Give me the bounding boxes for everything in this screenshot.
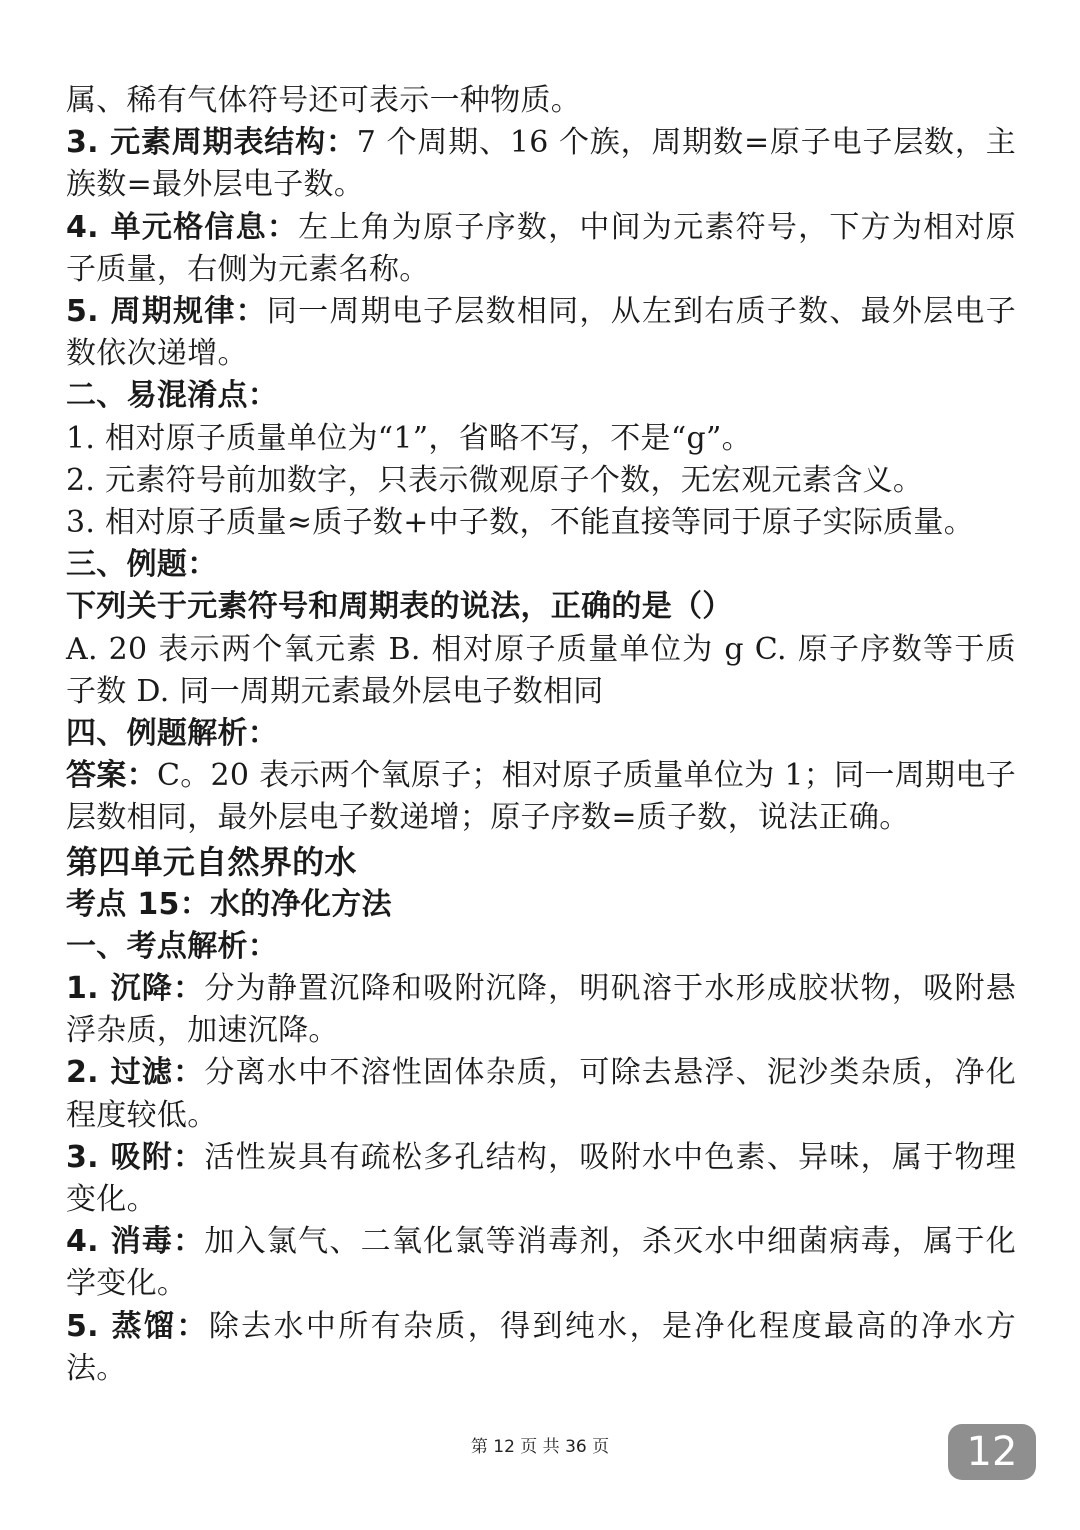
example-options: A. 20 表示两个氧元素 B. 相对原子质量单位为 g C. 原子序数等于质子数 D. 同一周期元素最外层电子数相同 xyxy=(66,631,1016,709)
method-disinfection xyxy=(66,1221,1016,1305)
method-text: 除去水中所有杂质，得到纯水，是净化程度最高的净水方法。 xyxy=(66,1308,1017,1386)
method-label: 3. 吸附： xyxy=(66,1139,205,1175)
document-body xyxy=(66,80,1016,1390)
method-filtration xyxy=(66,1052,1016,1136)
point-cell-info xyxy=(66,207,1016,291)
confusion-item-1: 1. 相对原子质量单位为“1”，省略不写，不是“g”。 xyxy=(66,420,752,456)
heading-example-analysis: 四、例题解析： xyxy=(66,716,279,752)
example-answer xyxy=(66,755,1016,839)
method-text: 分离水中不溶性固体杂质，可除去悬浮、泥沙类杂质，净化程度较低。 xyxy=(66,1055,1016,1133)
answer-label: 答案： xyxy=(66,758,157,794)
unit-title: 第四单元自然界的水 xyxy=(66,842,357,881)
point-text: 同一周期电子层数相同，从左到右质子数、最外层电子数依次递增。 xyxy=(66,294,1016,372)
point-label: 5. 周期规律： xyxy=(66,294,267,330)
method-text: 分为静置沉降和吸附沉降，明矾溶于水形成胶状物，吸附悬浮杂质，加速沉降。 xyxy=(66,971,1016,1049)
confusion-item-3: 3. 相对原子质量≈质子数+中子数，不能直接等同于原子实际质量。 xyxy=(66,505,975,541)
page-number-badge: 12 xyxy=(948,1424,1036,1480)
method-distillation xyxy=(66,1306,1016,1390)
paragraph-continued: 属、稀有气体符号还可表示一种物质。 xyxy=(66,83,582,118)
method-label: 1. 沉降： xyxy=(66,971,205,1007)
confusion-item-2: 2. 元素符号前加数字，只表示微观原子个数，无宏观元素含义。 xyxy=(66,462,924,498)
point-text: 左上角为原子序数，中间为元素符号，下方为相对原子质量，右侧为元素名称。 xyxy=(66,209,1017,287)
heading-example: 三、例题： xyxy=(66,547,218,583)
point-period-rule xyxy=(66,291,1016,375)
heading-confusion-points: 二、易混淆点： xyxy=(66,378,279,414)
method-adsorption xyxy=(66,1137,1016,1221)
topic-title: 考点 15：水的净化方法 xyxy=(66,886,392,922)
method-text: 活性炭具有疏松多孔结构，吸附水中色素、异味，属于物理变化。 xyxy=(66,1139,1016,1218)
heading-topic-analysis: 一、考点解析： xyxy=(66,928,279,964)
method-label: 2. 过滤： xyxy=(66,1055,205,1091)
example-question: 下列关于元素符号和周期表的说法，正确的是（） xyxy=(66,589,733,625)
method-label: 4. 消毒： xyxy=(66,1224,205,1260)
answer-text: C。20 表示两个氧原子；相对原子质量单位为 1；同一周期电子层数相同，最外层电子数递增；原子序数=质子数，说法正确。 xyxy=(66,758,1016,836)
point-label: 4. 单元格信息： xyxy=(66,209,299,245)
page-footer: 第 12 页 共 36 页 xyxy=(470,1437,610,1457)
point-table-structure xyxy=(66,122,1016,206)
method-label: 5. 蒸馏： xyxy=(66,1308,209,1344)
point-text: 7 个周期、16 个族，周期数=原子电子层数，主族数=最外层电子数。 xyxy=(66,125,1017,203)
method-text: 加入氯气、二氧化氯等消毒剂，杀灭水中细菌病毒，属于化学变化。 xyxy=(66,1224,1016,1302)
method-sedimentation xyxy=(66,968,1016,1052)
point-label: 3. 元素周期表结构： xyxy=(66,125,357,161)
